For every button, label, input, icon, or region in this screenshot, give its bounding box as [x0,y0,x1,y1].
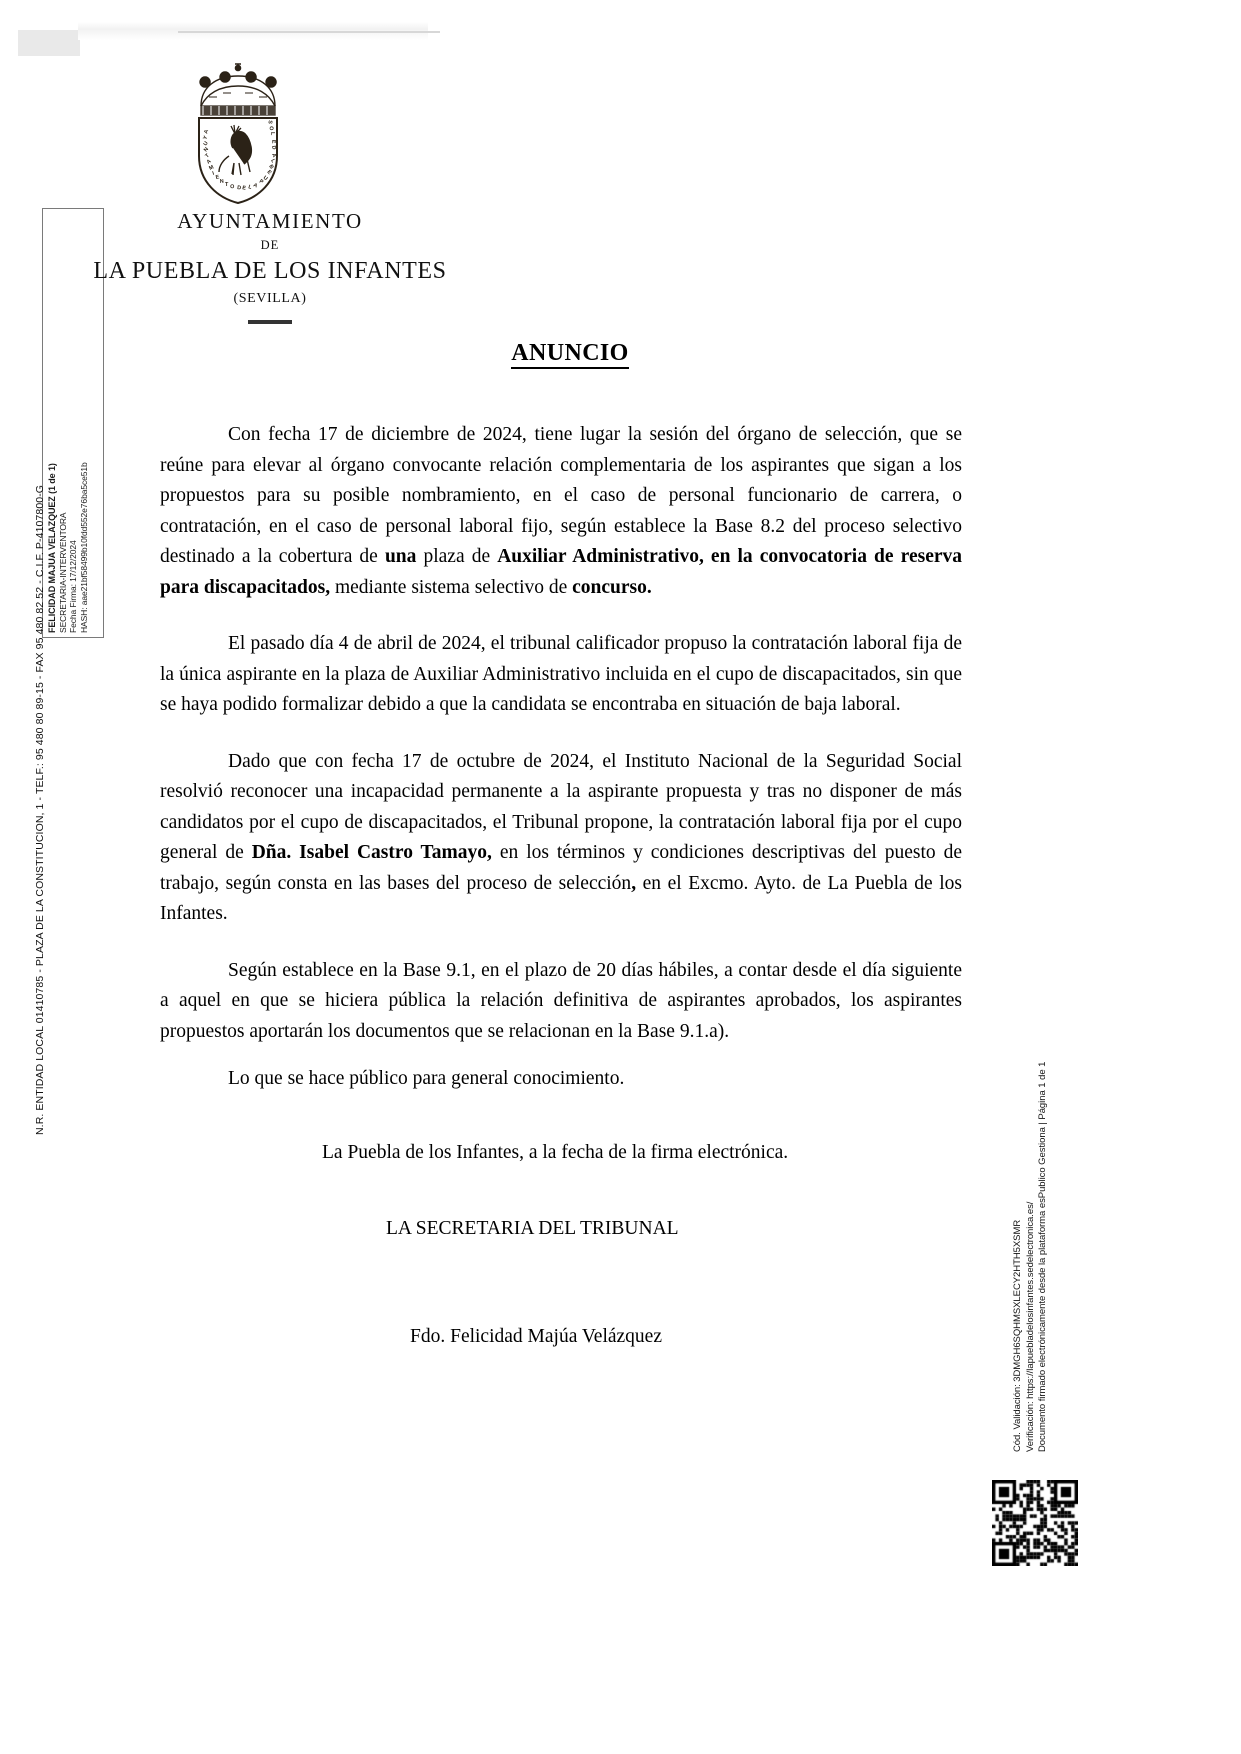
svg-text:Y: Y [202,134,210,141]
closing-role: LA SECRETARIA DEL TRIBUNAL [386,1218,679,1239]
svg-text:M: M [208,164,216,172]
closing-place-date: La Puebla de los Infantes, a la fecha de la firma electrónica. [322,1142,789,1163]
svg-text:I: I [211,170,216,177]
scan-artifact-block [18,30,80,56]
svg-text:E: E [215,174,221,181]
stamp-role: SECRETARIA-INTERVENTORA [57,512,68,633]
right-margin-validation [1012,1062,1050,1452]
closing-signed-by: Fdo. Felicidad Majúa Velázquez [410,1326,662,1347]
svg-text:A: A [252,182,259,190]
header-divider [248,320,292,324]
svg-text:E: E [265,169,273,177]
paragraph-p4: Según establece en la Base 9.1, en el plazo de 20 días hábiles, a contar desde el día siguiente a aquel en que se hiciera pública la relación definitiva de aspirantes aprobados, los aspirantes propuestos aportarán los documentos que se relacionan en la Base 9.1.a). [160,959,962,1042]
qr-code[interactable] [992,1480,1078,1566]
svg-text:E: E [241,185,247,192]
stamp-signer: FELICIDAD MAJUA VELAZQUEZ (1 de 1) [47,463,57,633]
svg-text:A: A [203,128,211,135]
org-line-de: DE [260,238,280,252]
svg-text:S: S [266,119,273,125]
svg-text:B: B [267,163,275,171]
coat-of-arms-icon [163,60,313,208]
platform-signature-note: Documento firmado electrónicamente desde la plataforma esPublico Gestiona | Página 1 de 1 [1037,1061,1048,1452]
validation-code: Cód. Validación: 3DMGH6SQHMSXLECY2HTH5XSMR [1012,1219,1023,1452]
page-title-text: ANUNCIO [511,340,628,369]
svg-text:T: T [204,152,211,160]
paragraph-p3: Dado que con fecha 17 de octubre de 2024, el Instituto Nacional de la Seguridad Social resolvió reconocer una incapacidad permanente a la aspirante propuesta y tras no disponer de más candidatos por el cupo de discapacitados, el Tribunal propone, la contratación laboral fija por el cupo general de Dña. Isabel Castro Tamayo, en los términos y condiciones descriptivas del puesto de trabajo, según consta en las bases del proceso de selección, en el Excmo. Ayto. de La Puebla de los Infantes. [160,750,962,924]
svg-text:A: A [270,152,278,159]
scan-artifact-line [178,31,440,33]
left-margin-entity-footer: N.R. ENTIDAD LOCAL 01410785 - PLAZA DE LA CONSTITUCION, 1 - TELF.: 95 480 80 89-15 - FAX 95 480 82 52 - C.I.F. P-4107800-G [34,484,46,1135]
stamp-date: Fecha Firma: 17/12/2024 [68,540,78,633]
document-body [160,420,962,1073]
svg-text:O: O [267,125,274,131]
svg-text:L: L [247,184,253,191]
svg-text:N: N [202,146,211,154]
org-line-ayuntamiento: AYUNTAMIENTO [177,209,363,233]
verification-url: Verificación: https://lapuebladelosinfantes.sedelectronica.es/ [1024,1201,1036,1452]
svg-text:L: L [269,132,275,136]
svg-text:U: U [261,174,269,183]
svg-text:O: O [229,184,235,191]
svg-text:L: L [269,158,277,165]
svg-text:D: D [236,185,242,192]
org-line-province: (SEVILLA) [233,291,307,306]
svg-text:D: D [270,145,277,151]
svg-text:U: U [202,140,210,148]
svg-text:A: A [205,158,213,166]
svg-text:T: T [225,182,229,188]
org-line-municipality: LA PUEBLA DE LOS INFANTES [93,258,447,284]
stamp-hash: HASH: aae21bf58499b10fdd552e76ba5ce51b [78,462,89,633]
page-title [160,340,980,367]
paragraph-p1: Con fecha 17 de diciembre de 2024, tiene lugar la sesión del órgano de selección, que se reúne para elevar al órgano convocante relación complementaria de los aspirantes que sigan a los propuestos para su posible nombramiento, en el caso de personal funcionario de carrera, o contratación, en el caso de personal laboral fijo, según establece la Base 8.2 del proceso selectivo destinado a la cobertura de una plaza de Auxiliar Administrativo, en la convocatoria de reserva para discapacitados, mediante sistema selectivo de concurso. [160,424,963,598]
svg-text:N: N [219,178,225,185]
closing-public-notice: Lo que se hace público para general conocimiento. [228,1068,625,1089]
svg-text:P: P [257,178,265,186]
organization-header [60,208,480,324]
svg-text:E: E [270,139,277,144]
paragraph-p2: El pasado día 4 de abril de 2024, el tribunal calificador propuso la contratación laboral fija de la única aspirante en la plaza de Auxiliar Administrativo incluida en el cupo de discapacitados, sin que se haya podido formalizar debido a que la candidata se encontraba en situación de baja laboral. [160,633,962,715]
